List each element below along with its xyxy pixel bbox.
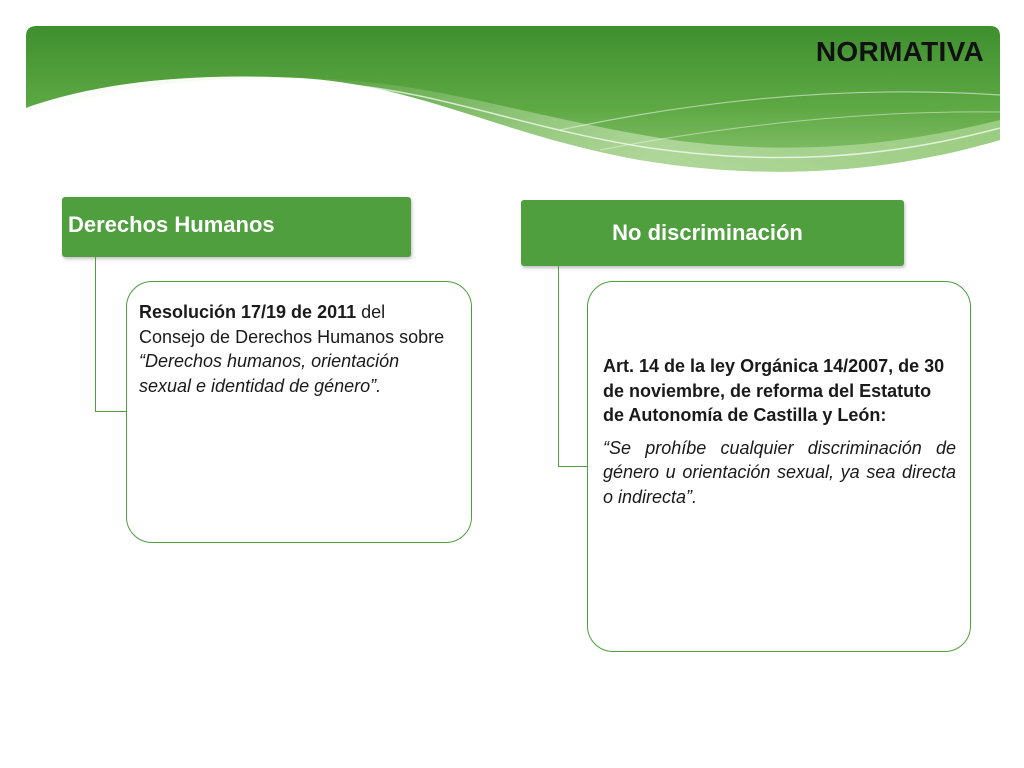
content-box-resolucion [126, 281, 472, 543]
tree-connector-right [558, 266, 589, 467]
header-banner [0, 0, 1024, 190]
resolution-title: Resolución 17/19 de 2011 [139, 302, 357, 322]
content-box-articulo [587, 281, 971, 652]
content-box-text [139, 300, 447, 398]
resolution-quote: “Derechos humanos, orientación sexual e identidad de género”. [139, 351, 400, 396]
category-header-no-discriminacion [521, 200, 904, 266]
article-quote: “Se prohíbe cualquier discriminación de género u orientación sexual, ya sea directa o indirecta”. [603, 437, 956, 507]
resolution-description: del Consejo de Derechos Humanos sobre [139, 302, 445, 347]
article-title: Art. 14 de la ley Orgánica 14/2007, de 30 de noviembre, de reforma del Estatuto de Autonomía de Castilla y León: [603, 356, 945, 425]
category-header-label: Derechos Humanos [68, 212, 275, 237]
category-header-label: No discriminación [612, 220, 803, 245]
category-header-derechos-humanos [62, 197, 411, 257]
tree-connector-left [95, 257, 128, 412]
page-title: NORMATIVA [815, 36, 984, 67]
